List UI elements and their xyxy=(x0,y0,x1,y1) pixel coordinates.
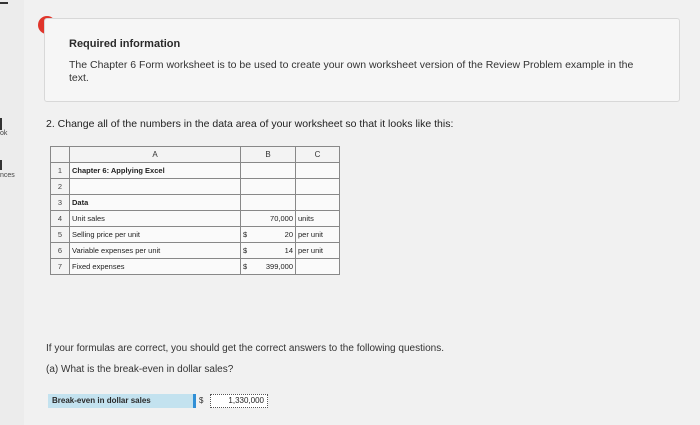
cell-a: Data xyxy=(70,195,241,211)
cell-a: Fixed expenses xyxy=(70,259,241,275)
column-header-a: A xyxy=(70,147,241,163)
table-row xyxy=(51,179,340,195)
row-number: 5 xyxy=(51,227,70,243)
cell-b xyxy=(241,195,296,211)
table-row xyxy=(51,195,340,211)
worksheet-table xyxy=(50,146,340,275)
answer-currency: $ xyxy=(199,396,204,405)
row-number: 2 xyxy=(51,179,70,195)
cell-a: Chapter 6: Applying Excel xyxy=(70,163,241,179)
cell-b xyxy=(241,227,296,243)
corner-cell xyxy=(51,147,70,163)
cell-c: units xyxy=(296,211,340,227)
sidebar-item-nces[interactable]: nces xyxy=(0,172,15,179)
cell-a: Variable expenses per unit xyxy=(70,243,241,259)
required-info-box xyxy=(44,18,680,102)
cell-c xyxy=(296,179,340,195)
row-number: 3 xyxy=(51,195,70,211)
cell-c xyxy=(296,195,340,211)
table-row xyxy=(51,227,340,243)
row-number: 1 xyxy=(51,163,70,179)
sidebar-marker xyxy=(0,2,8,4)
table-row xyxy=(51,211,340,227)
cell-b xyxy=(241,259,296,275)
cell-c xyxy=(296,259,340,275)
cell-b xyxy=(241,211,296,227)
cell-b-value: 70,000 xyxy=(270,214,293,223)
cell-c: per unit xyxy=(296,243,340,259)
left-sidebar xyxy=(0,0,24,425)
cell-a xyxy=(70,179,241,195)
info-text: The Chapter 6 Form worksheet is to be used to create your own worksheet version of the Review Problem example in the text. xyxy=(69,59,634,84)
column-header-c: C xyxy=(296,147,340,163)
row-number: 7 xyxy=(51,259,70,275)
cell-b-currency: $ xyxy=(243,246,248,255)
cell-b-currency: $ xyxy=(243,262,248,271)
cell-b xyxy=(241,243,296,259)
cell-c xyxy=(296,163,340,179)
cell-c: per unit xyxy=(296,227,340,243)
cell-b xyxy=(241,179,296,195)
row-number: 4 xyxy=(51,211,70,227)
cell-a: Selling price per unit xyxy=(70,227,241,243)
row-number: 6 xyxy=(51,243,70,259)
sidebar-marker xyxy=(0,160,2,170)
answer-label-accent xyxy=(193,394,196,408)
question-text: 2. Change all of the numbers in the data area of your worksheet so that it looks like this: xyxy=(46,118,454,130)
cell-b-value: 14 xyxy=(284,246,293,255)
break-even-answer-input[interactable]: 1,330,000 xyxy=(210,394,268,408)
cell-b-value: 20 xyxy=(284,230,293,239)
sidebar-marker xyxy=(0,118,2,130)
column-header-row xyxy=(51,147,340,163)
answer-label: Break-even in dollar sales xyxy=(48,394,193,408)
table-row xyxy=(51,243,340,259)
info-title: Required information xyxy=(69,38,181,50)
cell-b xyxy=(241,163,296,179)
question-a-text: (a) What is the break-even in dollar sales? xyxy=(46,364,234,375)
sidebar-item-ok[interactable]: ok xyxy=(0,130,8,137)
cell-b-value: 399,000 xyxy=(265,262,293,271)
table-row xyxy=(51,259,340,275)
cell-a: Unit sales xyxy=(70,211,241,227)
cell-b-currency: $ xyxy=(243,230,248,239)
column-header-b: B xyxy=(241,147,296,163)
table-row xyxy=(51,163,340,179)
instructions-text: If your formulas are correct, you should get the correct answers to the following questions. xyxy=(46,343,444,354)
